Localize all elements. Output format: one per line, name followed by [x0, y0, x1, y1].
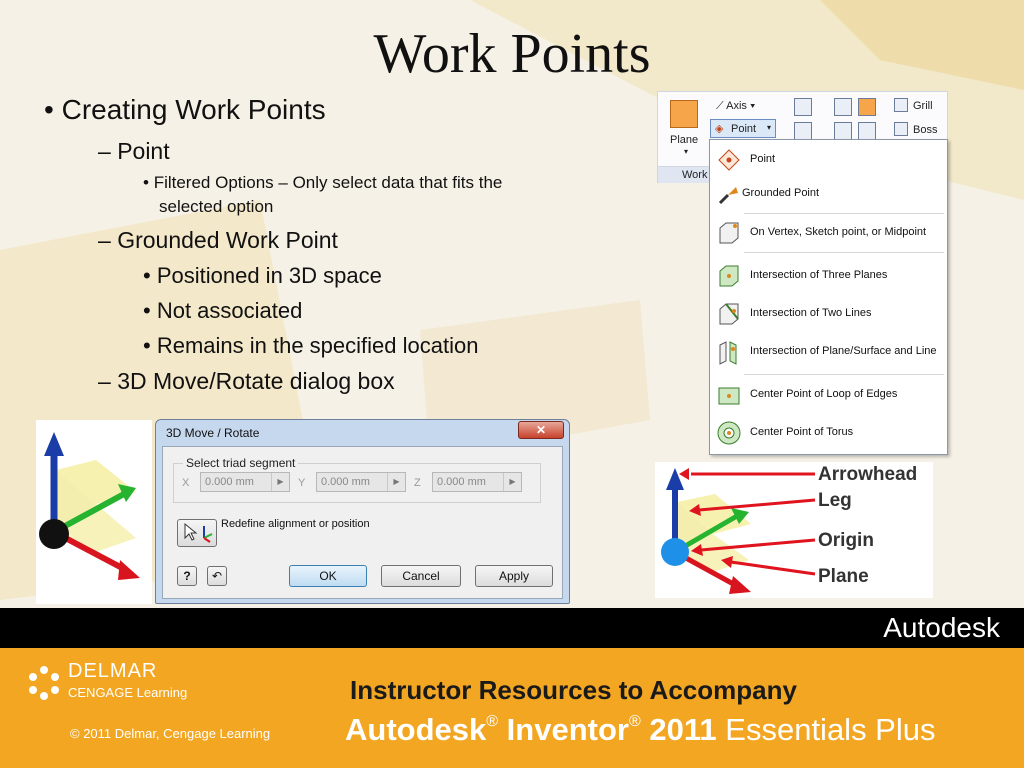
bullet-not-associated: • Not associated	[143, 298, 303, 323]
work-features-panel-label	[658, 166, 710, 183]
cancel-button[interactable]: Cancel	[381, 565, 461, 587]
grill-icon[interactable]	[894, 98, 908, 112]
three-planes-icon	[716, 263, 742, 289]
work-label: Work	[682, 169, 708, 181]
menu-item-point[interactable]: Point	[710, 143, 949, 177]
redefine-label: Redefine alignment or position	[221, 518, 370, 530]
redefine-triad-icon	[180, 520, 214, 544]
point-dropdown-menu	[709, 139, 948, 455]
copyright-text: © 2011 Delmar, Cengage Learning	[70, 726, 271, 741]
bullet-positioned: • Positioned in 3D space	[143, 263, 382, 288]
triad-origin	[39, 519, 69, 549]
menu-item-torus[interactable]: Center Point of Torus	[710, 416, 949, 450]
arrow-right-icon[interactable]: ▶	[271, 473, 289, 491]
footer-black-bar	[0, 608, 1024, 648]
help-icon[interactable]: ?	[177, 566, 197, 586]
bullet-list	[0, 0, 640, 420]
plane-surface-line-icon	[716, 339, 742, 365]
y-label: Y	[298, 477, 306, 489]
arrowhead-label: Arrowhead	[818, 464, 918, 485]
menu-item-grounded-point[interactable]: Grounded Point	[710, 177, 949, 211]
menu-item-on-vertex[interactable]: On Vertex, Sketch point, or Midpoint	[710, 216, 949, 250]
plane-label: Plane	[818, 566, 869, 587]
dialog-body	[162, 446, 563, 599]
vertex-icon	[716, 220, 742, 246]
point-icon: ◈	[715, 123, 724, 135]
point-label: Point	[731, 123, 757, 135]
bullet-level1: • Creating Work Points	[44, 94, 326, 125]
loop-of-edges-icon	[716, 382, 742, 408]
thread-icon[interactable]	[834, 122, 852, 140]
undo-icon[interactable]: ↶	[207, 566, 227, 586]
delmar-wordmark: DELMAR	[68, 660, 158, 682]
y-field[interactable]: 0.000 mm ▶	[316, 472, 406, 492]
x-axis-arrowhead	[118, 560, 140, 580]
move-rotate-dialog	[155, 419, 570, 604]
menu-item-loop-of-edges[interactable]: Center Point of Loop of Edges	[710, 378, 949, 412]
x-field[interactable]: 0.000 mm ▶	[200, 472, 290, 492]
footer-line1: Instructor Resources to Accompany	[350, 675, 797, 705]
menu-item-two-lines[interactable]: Intersection of Two Lines	[710, 297, 949, 331]
menu-separator	[744, 213, 944, 214]
chevron-down-icon: ▾	[767, 123, 772, 132]
triad-image	[36, 420, 152, 604]
fillet-icon[interactable]	[858, 98, 876, 116]
arrow-right-icon[interactable]: ▶	[387, 473, 405, 491]
point-button[interactable]	[710, 119, 776, 138]
boss-icon[interactable]	[894, 122, 908, 136]
grill-label[interactable]: Grill	[913, 100, 933, 112]
z-axis-arrowhead	[44, 432, 64, 456]
menu-separator	[744, 252, 944, 253]
triad-segment-label: Select triad segment	[183, 456, 298, 470]
footer-line2: Autodesk® Inventor® 2011 Essentials Plus	[345, 712, 936, 747]
bullet-remains: • Remains in the specified location	[143, 333, 479, 358]
point-icon	[716, 147, 742, 173]
ribbon-screenshot	[657, 91, 948, 455]
mirror-icon[interactable]	[794, 122, 812, 140]
bullet-grounded: – Grounded Work Point	[98, 227, 338, 253]
close-icon[interactable]: ✕	[518, 421, 564, 439]
cengage-wordmark: CENGAGE Learning	[68, 685, 188, 700]
torus-icon	[716, 420, 742, 446]
plane-label[interactable]: Plane	[670, 134, 699, 146]
boss-label[interactable]: Boss	[913, 124, 938, 136]
z-label: Z	[414, 477, 421, 489]
menu-item-plane-surface-line[interactable]: Intersection of Plane/Surface and Line	[710, 335, 949, 369]
two-lines-icon	[716, 301, 742, 327]
axis-button[interactable]: ⟋ Axis ▾	[716, 100, 756, 112]
autodesk-logo: Autodesk	[883, 612, 1000, 643]
redefine-button[interactable]	[177, 519, 217, 547]
arrow-right-icon[interactable]: ▶	[503, 473, 521, 491]
menu-separator	[744, 374, 944, 375]
slide-title: Work Points	[373, 23, 651, 85]
chevron-down-icon[interactable]: ▾	[684, 147, 689, 156]
bullet-point: – Point	[98, 138, 170, 164]
menu-item-three-planes[interactable]: Intersection of Three Planes	[710, 259, 949, 293]
pattern-icon[interactable]	[794, 98, 812, 116]
ok-button[interactable]: OK	[289, 565, 367, 587]
bullet-move-rotate: – 3D Move/Rotate dialog box	[98, 368, 395, 394]
dialog-title: 3D Move / Rotate	[166, 426, 260, 440]
plane-icon[interactable]	[670, 100, 698, 128]
shell-icon[interactable]	[834, 98, 852, 116]
leg-label: Leg	[818, 490, 852, 511]
grounded-point-icon	[716, 181, 742, 207]
origin-label: Origin	[818, 530, 874, 551]
apply-button[interactable]: Apply	[475, 565, 553, 587]
bullet-filtered: • Filtered Options – Only select data that fits the	[143, 173, 503, 192]
delmar-logo-icon	[24, 662, 64, 702]
split-icon[interactable]	[858, 122, 876, 140]
bullet-filtered-cont: selected option	[159, 197, 274, 216]
labeled-triad-image	[655, 462, 933, 598]
x-label: X	[182, 477, 190, 489]
z-field[interactable]: 0.000 mm ▶	[432, 472, 522, 492]
